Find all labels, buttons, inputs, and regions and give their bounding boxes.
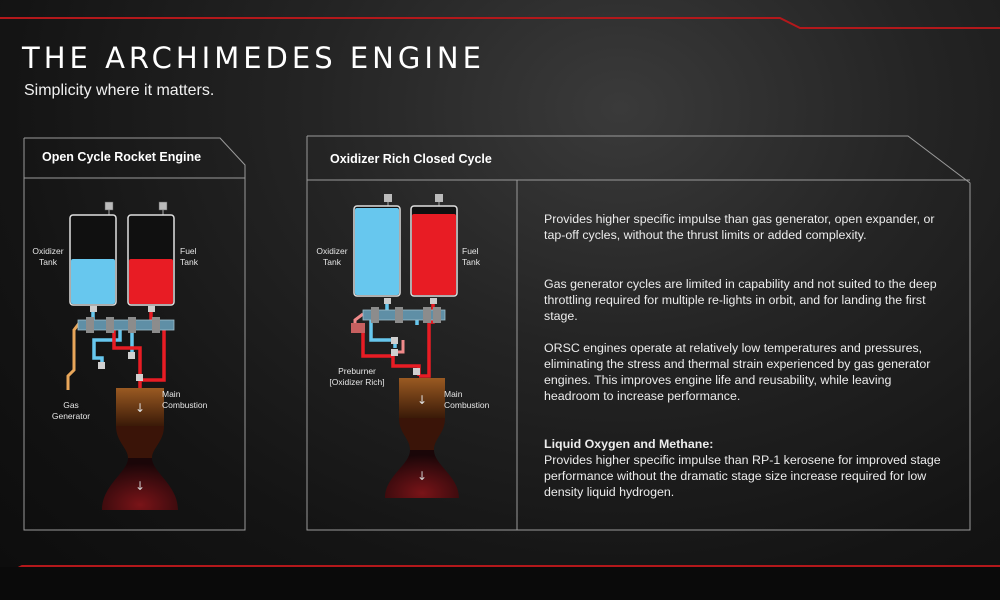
open-oxidizer-tank-label	[28, 246, 68, 268]
open-cycle-title: Open Cycle Rocket Engine	[42, 150, 202, 164]
open-gas-generator-label	[46, 400, 96, 422]
closed-preburner-label	[318, 366, 396, 388]
closed-main-combustion-label-text: Main Combustion	[444, 389, 490, 410]
closed-preburner-label-text: Preburner [Oxidizer Rich]	[329, 366, 385, 387]
description-paragraph-4	[544, 436, 944, 500]
fuel-tank-vent-valve	[159, 202, 167, 210]
closed-cycle-title: Oxidizer Rich Closed Cycle	[330, 152, 492, 166]
closed-oxidizer-tank-label	[310, 246, 354, 268]
svg-text:↓: ↓	[416, 469, 428, 483]
open-fuel-tank-label-text: Fuel Tank	[180, 246, 198, 267]
page-subtitle: Simplicity where it matters.	[24, 82, 215, 99]
preburner	[351, 323, 365, 333]
open-fuel-tank-label	[180, 246, 220, 268]
svg-text:↓: ↓	[134, 401, 146, 415]
oxidizer-tank	[70, 215, 116, 305]
open-gas-generator-label-text: Gas Generator	[51, 400, 91, 421]
open-oxidizer-tank-label-text: Oxidizer Tank	[32, 246, 64, 267]
description-lox-methane-body: Provides higher specific impulse than RP-1 kerosene for improved stage performance without the dramatic stage size increase required for low density liquid hydrogen.	[544, 453, 941, 499]
closed-fuel-tank-label-text: Fuel Tank	[462, 246, 480, 267]
fuel-tank	[128, 215, 174, 305]
gas-generator	[68, 322, 88, 390]
closed-oxidizer-tank-label-text: Oxidizer Tank	[316, 246, 348, 267]
closed-cycle-diagram	[307, 180, 517, 530]
oxidizer-tank-vent-valve	[105, 202, 113, 210]
page-title: THE ARCHIMEDES ENGINE	[22, 41, 485, 75]
open-main-combustion-label	[162, 389, 222, 411]
closed-fuel-tank	[411, 206, 457, 296]
description-paragraph-3: ORSC engines operate at relatively low temperatures and pressures, eliminating the stress and thermal strain experienced by gas generator engines. This improves engine life and reusability, while leaving headroom to increase performance.	[544, 341, 931, 403]
svg-text:↓: ↓	[134, 479, 146, 493]
top-accent-line	[0, 18, 1000, 28]
closed-main-combustion-label	[444, 389, 504, 411]
description-paragraph-1: Provides higher specific impulse than gas generator, open expander, or tap-off cycles, without the thrust limits or added complexity.	[544, 212, 935, 242]
description-paragraph-2: Gas generator cycles are limited in capability and not suited to the deep throttling required for multiple re-lights in orbit, and for landing the first stage.	[544, 277, 937, 323]
svg-text:↓: ↓	[416, 393, 428, 407]
open-main-combustion-label-text: Main Combustion	[162, 389, 208, 410]
description-heading-lox-methane: Liquid Oxygen and Methane:	[544, 437, 714, 451]
closed-oxidizer-tank	[354, 206, 400, 296]
closed-fuel-tank-label	[462, 246, 502, 268]
open-cycle-diagram	[24, 180, 245, 530]
